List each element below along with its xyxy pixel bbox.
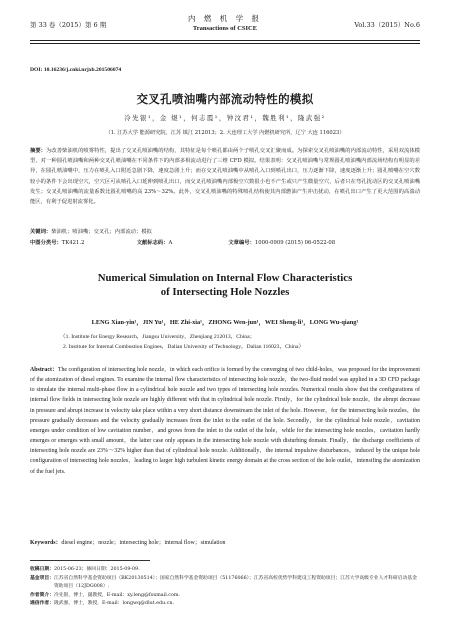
affiliation-cn: （1. 江苏大学 能源研究院，江苏 镇江 212013；2. 大连理工大学 内燃机研究所，辽宁 大连 116023）: [105, 130, 345, 136]
abstract-cn: [30, 146, 420, 207]
classification-line: [30, 238, 420, 246]
keywords-cn-label: 关键词：: [30, 229, 52, 235]
keywords-en-label: Keywords：: [30, 540, 62, 546]
authors-cn: 冷先银¹，金 煜¹，何志霞¹，钟汶君¹，魏胜利¹，隆武强²: [124, 114, 326, 122]
affiliation-en-1: （1. Institute for Energy Research，Jiangsu University，Zhenjiang 212013，China；: [60, 334, 256, 340]
footnote-received: [30, 566, 420, 575]
footnotes: [30, 566, 420, 609]
footnote-label: 收稿日期：: [30, 567, 54, 572]
article-no-label: 文章编号：: [228, 240, 255, 246]
paper-title-cn: 交叉孔喷油嘴内部流动特性的模拟: [136, 92, 314, 106]
footnote-value: 冷先银，博士，副教授，E-mail：xy.leng@foxmail.com.: [54, 592, 180, 598]
footnote-label: 通信作者：: [30, 601, 54, 607]
header-rule-thin: [30, 43, 420, 44]
volume-issue-cn: 第 33 卷（2015）第 6 期: [30, 21, 107, 29]
keywords-cn-text: 柴油机；喷油嘴；交叉孔；内部流动；模拟: [51, 229, 152, 235]
footnote-value: 隆武强，博士，教授，E-mail：longwq@dlut.edu.cn.: [54, 601, 174, 607]
keywords-cn: [30, 227, 420, 235]
doc-code-value: A: [168, 240, 173, 246]
footnote-label: 基金项目：: [30, 575, 54, 581]
journal-name-cn: 内 燃 机 学 报: [187, 14, 263, 23]
footnote-value: 2015-06-23；修回日期：2015-09-09.: [54, 567, 140, 572]
abstract-cn-text: 为改善柴油机的喷雾特性，提出了交叉孔喷油嘴的结构，其特征是每个喷孔都由两个子喷孔交叉汇聚而成。为探索交叉孔喷油嘴的内部流动特性，采用双流体模型，对一种圆孔喷油嘴和两种交叉孔喷油嘴在不同条件下的内部多相流动进行了三维 CFD 模拟。结果表明：交叉孔喷油嘴与常规圆孔喷油嘴内部流场结构有明显的差异，在圆孔喷油嘴中，压力在喷孔入口附近急剧下降，速度急剧上升；而在交叉孔喷油嘴中从喷孔入口到喷孔出口，压力逐渐下降，速度逐渐上升；圆孔喷嘴在空穴数较小的条件下会出现空穴，空穴区可从喷孔入口延伸到喷孔出口，而交叉孔喷油嘴内部极空穴数很小也不产生或只产生微量空穴，后者只在弯孔扰动区的交叉孔喷油嘴发生；交叉孔喷油嘴的流量系数比圆孔喷嘴的高 23%～32%。此外，交叉孔喷油嘴的特殊喷孔结构使其内部燃油产生冲击扰动，在喷孔出口产生了更大范围的高湍动能区，有利于促进射流雾化。: [30, 148, 420, 206]
abstract-cn-label: 摘要：: [30, 148, 47, 154]
class-label: 中图分类号：: [30, 240, 62, 246]
header-rule: [30, 40, 420, 41]
authors-en: LENG Xian-yin¹，JIN Yu¹，HE Zhi-xia¹，ZHONG Wen-jun¹，WEI Sheng-li¹，LONG Wu-qiang²: [91, 319, 359, 326]
affiliation-en: [60, 332, 420, 352]
footnote-funding: [30, 575, 420, 592]
paper-title-en: [0, 271, 450, 299]
keywords-en-text: diesel engine；nozzle；intersecting hole；internal flow；simulation: [61, 540, 226, 546]
doi[interactable]: DOI: 10.16236/j.cnki.nrjxb.201506074: [30, 67, 122, 73]
abstract-en-text: The configuration of intersecting hole nozzle，in which each orifice is formed by the converging of two child-holes，was proposed for the improvement of the atomization of diesel engines. To examine the internal flow characteristics of intersecting hole nozzle，the two-fluid model was applied in a 3D CFD package to simulate the internal multi-phase flow in a cylindrical hole nozzle and two types of intersecting hole nozzles. Numerical results show that the configurations of internal flow fields in intersecting hole nozzle are highly different with that in cylindrical hole nozzle. Firstly，for the cylindrical hole nozzle，the abrupt decrease in pressure and abrupt increase in velocity take place within a very short distance downstream the inlet of the hole. However，for the intersecting hole nozzles，the pressure gradually decreases and the velocity gradually increases from the inlet to the outlet of the hole. Secondly，for the cylindrical hole nozzle，cavitation emerges under condition of low cavitation number，and grows from the inlet to the outlet of the hole，while for the intersecting hole nozzles，cavitation hardly emerges or emerges with small amount，the latter case only appears in the intersecting hole nozzle with disturbing domain. Finally，the discharge coefficients of intersecting hole nozzle are 23%～32% higher than that of cylindrical hole nozzle. Additionally，the internal impulsive disturbances，induced by the unique hole configuration of intersecting hole nozzles，leading to larger high turbulent kinetic energy domain at the cross section of the hole outlet，intensifing the atomization of the fuel jets.: [30, 367, 421, 475]
paper-title-en-line1: Numerical Simulation on Internal Flow Characteristics: [97, 272, 353, 284]
footnote-author-bio: [30, 592, 420, 601]
doc-code-label: 文献标志码：: [136, 240, 169, 246]
article-no-value: 1000-0909 (2015) 06-0522-08: [254, 240, 336, 246]
abstract-en-label: Abstract：: [30, 367, 58, 373]
keywords-en: [30, 537, 420, 546]
volume-issue-en: Vol.33（2015）No.6: [354, 21, 420, 29]
footnote-label: 作者简介：: [30, 592, 54, 598]
affiliation-en-2: 2. Institute for Internal Combustion Engines，Dalian University of Technology，Dalian 116023，China）: [63, 344, 305, 350]
footnote-rule: [30, 560, 150, 561]
running-header: [30, 11, 420, 37]
journal-name-en: Transactions of CSICE: [192, 25, 258, 32]
abstract-en: [30, 365, 420, 477]
class-value: TK421.2: [61, 240, 85, 246]
footnote-value: 江苏省自然科学基金资助项目（BK20130514）；国家自然科学基金资助项目（51176066）；江苏省高校优势学科建设工程资助项目；江苏大学高级专业人才科研启动基金资助项目（12JDG008）.: [54, 575, 417, 590]
paper-title-en-line2: of Intersecting Hole Nozzles: [160, 286, 290, 298]
footnote-corresponding: [30, 600, 420, 609]
